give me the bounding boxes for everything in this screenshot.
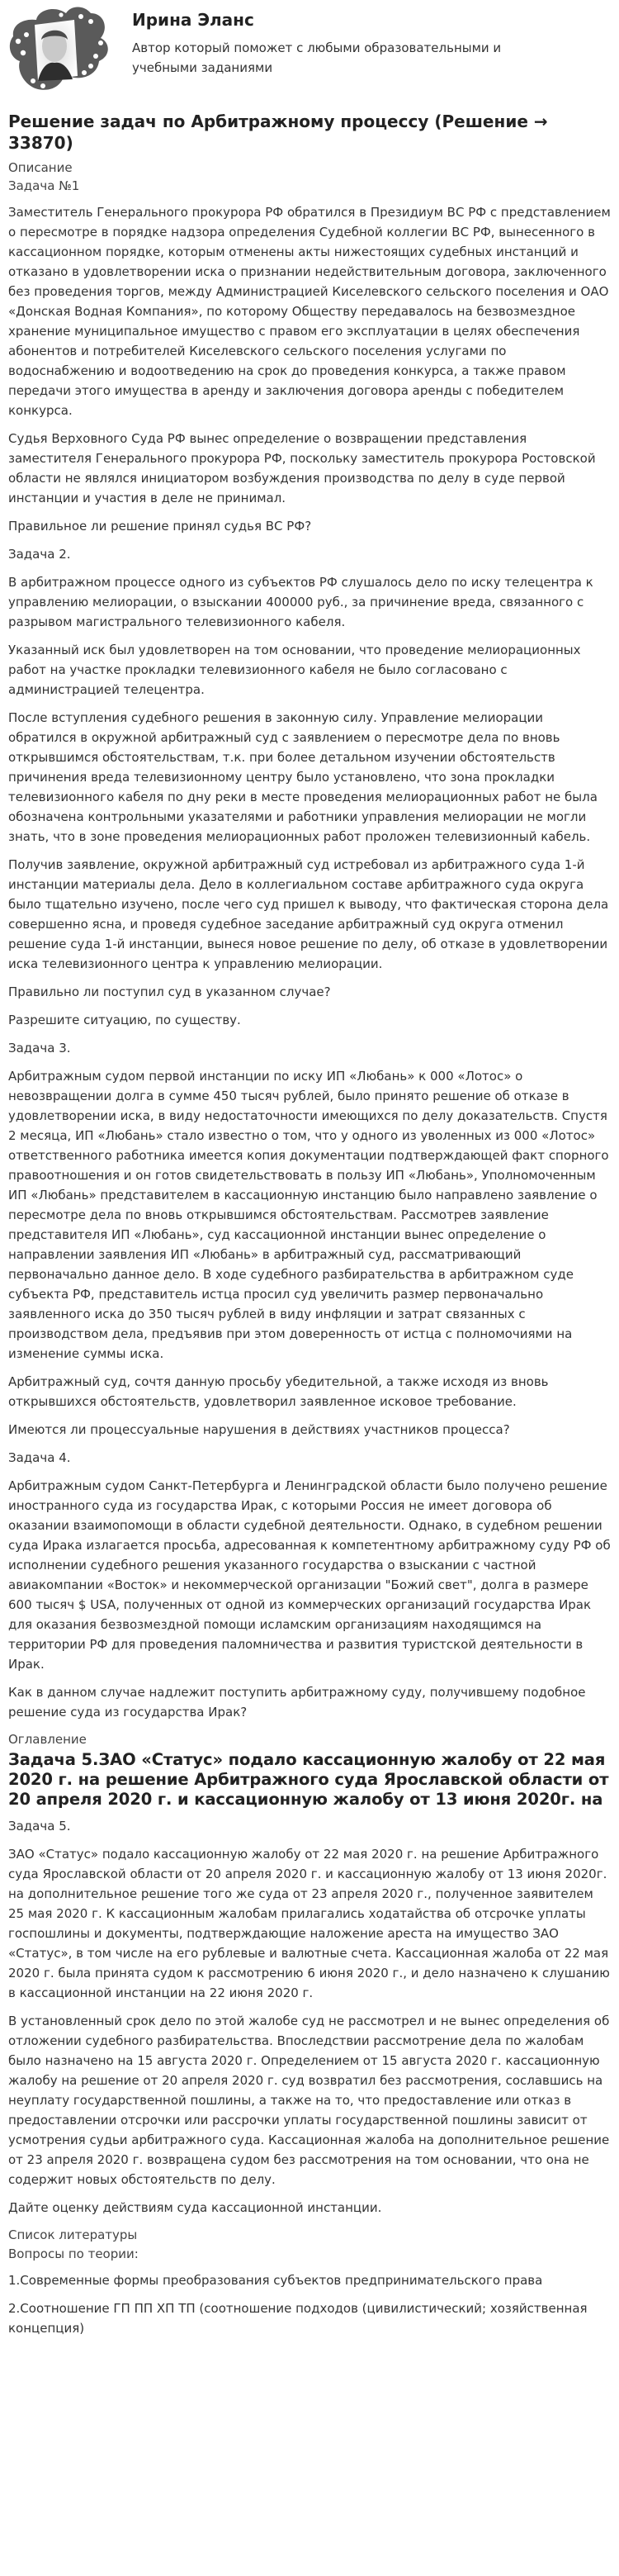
task-1-paragraph: Заместитель Генерального прокурора РФ обратился в Президиум ВС РФ с представлением о пересмотре в порядке надзора определения Судебной коллегии ВС РФ, вынесенного в кассационном порядке, которым отменены акты нижестоящих судебных инстанций и отказано в удовлетворении иска о признании недействительным договора, заключенного без проведения торгов, между Администрацией Киселевского сельского поселения и ОАО «Донская Водная Компания», по которому Обществу передавалось на безвозмездное хранение муниципальное имущество с правом его эксплуатации в целях обеспечения абонентов и потребителей Киселевского сельского поселения услугами по водоснабжению и водоотведению на срок до проведения конкурса, а также правом передачи этого имущества в аренду и заключения договора аренды с победителем конкурса. <box>8 205 611 418</box>
literature-block <box>8 2226 611 2264</box>
author-description: Автор который поможет с любыми образовательными и учебными заданиями <box>132 40 502 75</box>
task-4-question: Как в данном случае надлежит поступить арбитражному суду, получившему подобное решение суда из государства Ирак? <box>8 1685 586 1720</box>
task-5-question: Дайте оценку действиям суда кассационной инстанции. <box>8 2200 382 2215</box>
author-info <box>132 3 545 78</box>
theory-label: Вопросы по теории: <box>8 2246 139 2261</box>
description-label: Описание <box>8 160 73 175</box>
theory-questions <box>8 2270 611 2338</box>
task-2 <box>8 544 611 1030</box>
task-4-paragraph: Арбитражным судом Санкт-Петербурга и Ленинградской области было получено решение иностранного суда из государства Ирак, с которыми Россия не имеет договора об оказании взаимопомощи в области судебной деятельности. Однако, в судебном решении суда Ирака излагается просьба, адресованная к компетентному арбитражному суду РФ об исполнении судебного решения указанного государства о взыскании с частной авиакомпании «Восток» и некоммерческой организации "Божий свет", долга в размере 600 тысяч $ USA, полученных от одной из коммерческих организаций государства Ирак для оказания безвозмездной помощи исламским организациям находящимся на территории РФ для проведения паломничества и развития туристской деятельности в Ирак. <box>8 1478 611 1672</box>
task-5-toc-heading[interactable]: Задача 5.ЗАО «Статус» подало кассационную жалобу от 22 мая 2020 г. на решение Арбитражного суда Ярославской области от 20 апреля 2020 г. и кассационную жалобу от 13 июня 2020г. на <box>8 1750 609 1809</box>
task-5-paragraph: ЗАО «Статус» подало кассационную жалобу от 22 мая 2020 г. на решение Арбитражного суда Ярославской области от 20 апреля 2020 г. и кассационную жалобу от 13 июня 2020г. на дополнительное решение того же суда от 23 апреля 2020 г., полученное заявителем 25 мая 2020 г. К кассационным жалобам прилагались ходатайства об отсрочке уплаты госпошлины и документы, подтверждающие наложение ареста на имущество ЗАО «Статус», в том числе на его рублевые и валютные счета. Кассационная жалоба от 22 мая 2020 г. была принята судом к рассмотрению 6 июня 2020 г., и дело назначено к слушанию в кассационной инстанции на 22 июня 2020 г. <box>8 1847 610 2000</box>
task-1 <box>8 202 611 536</box>
task-4-heading: Задача 4. <box>8 1450 71 1465</box>
theory-question-item: 2.Соотношение ГП ПП ХП ТП (соотношение подходов (цивилистический; хозяйственная концепция) <box>8 2301 588 2336</box>
task-3 <box>8 1038 611 1440</box>
task-2-paragraph: Получив заявление, окружной арбитражный суд истребовал из арбитражного суда 1-й инстанции материалы дела. Дело в коллегиальном составе арбитражного суда округа было тщательно изучено, после чего суд пришел к выводу, что фактическая сторона дела совершенно ясна, и проведя судебное заседание арбитражный суд округа отменил решение суда 1-й инстанции, вынеся новое решение по делу, об отказе в удовлетворении иска телевизионного центра к управлению мелиорации. <box>8 857 609 971</box>
task-3-heading: Задача 3. <box>8 1041 71 1056</box>
task-4 <box>8 1448 611 1722</box>
task-2-paragraph: После вступления судебного решения в законную силу. Управление мелиорации обратился в окружной арбитражный суд с заявлением о пересмотре дела по вновь открывшимся обстоятельствам, т.к. при более детальном изучении обстоятельств причинения вреда телевизионному центру было установлено, что зона прокладки телевизионного кабеля по дну реки в месте проведения мелиорационных работ не была обозначена контрольными указателями и работники управления мелиорации не могли знать, что в зоне проведения мелиорационных работ проложен телевизионный кабель. <box>8 710 598 844</box>
task-2-paragraph: Указанный иск был удовлетворен на том основании, что проведение мелиорационных работ на участке прокладки телевизионного кабеля не было согласовано с администрацией телецентра. <box>8 643 581 697</box>
task-1-question: Правильное ли решение принял судья ВС РФ? <box>8 519 312 534</box>
task-5-paragraph: В установленный срок дело по этой жалобе суд не рассмотрел и не вынес определения об отложении судебного разбирательства. Впоследствии рассмотрение дела по жалобам было назначено на 15 августа 2020 г. Определением от 15 августа 2020 г. кассационную жалобу на решение от 20 апреля 2020 г. суд возвратил без рассмотрения, сославшись на неуплату государственной пошлины, а также на то, что предоставление или отказ в предоставлении отсрочки или рассрочки уплаты государственной пошлины зависит от усмотрения судьи арбитражного суда. Кассационная жалоба на дополнительное решение от 23 апреля 2020 г. возвращена судом без рассмотрения на том основании, что она не содержит новых обстоятельств по делу. <box>8 2014 610 2187</box>
task-2-question: Разрешите ситуацию, по существу. <box>8 1013 241 1027</box>
theory-question-item: 1.Современные формы преобразования субъектов предпринимательского права <box>8 2273 543 2288</box>
task-2-paragraph: В арбитражном процессе одного из субъектов РФ слушалось дело по иску телецентра к управлению мелиорации, о взыскании 400000 руб., за причинение вреда, связанного с разрывом магистрального телевизионного кабеля. <box>8 575 593 629</box>
task-5 <box>8 1816 611 2218</box>
literature-label: Список литературы <box>8 2227 138 2242</box>
author-name[interactable]: Ирина Эланс <box>132 10 254 30</box>
task-1-paragraph: Судья Верховного Суда РФ вынес определение о возвращении представления заместителя Генерального прокурора РФ, поскольку заместитель прокурора Ростовской области не являлся инициатором возбуждения производства по делу в суде первой инстанции и участия в деле не принимал. <box>8 431 596 505</box>
author-card <box>8 0 611 101</box>
task-5-heading: Задача 5. <box>8 1819 71 1834</box>
author-avatar[interactable] <box>5 3 114 93</box>
task-1-heading: Задача №1 <box>8 178 80 193</box>
task-3-paragraph: Арбитражным судом первой инстанции по иску ИП «Любань» к 000 «Лотос» о невозвращении долга в сумме 450 тысяч рублей, было принято решение об отказе в удовлетворении иска, в виду недостаточности имеющихся по делу доказательств. Спустя 2 месяца, ИП «Любань» стало известно о том, что у одного из уволенных из 000 «Лотос» ответственного работника имеется копия документации подтверждающей факт спорного правоотношения и он готов свидетельствовать в пользу ИП «Любань», Уполномоченным ИП «Любань» представителем в кассационную инстанцию было направлено заявление о пересмотре дела по вновь открывшимся обстоятельствам. Рассмотрев заявление представителя ИП «Любань», суд кассационной инстанции вынес определение о направлении заявления ИП «Любань» в арбитражный суд, рассматривающий первоначально данное дело. В ходе судебного разбирательства в арбитражном суде субъекта РФ, представитель истца просил суд увеличить размер первоначально заявленного иска до 350 тысяч рублей в виду инфляции и затрат связанных с производством дела, предъявив при этом доверенность от истца с полномочиями на изменение суммы иска. <box>8 1069 609 1361</box>
task-3-question: Имеются ли процессуальные нарушения в действиях участников процесса? <box>8 1422 510 1437</box>
task-2-heading: Задача 2. <box>8 547 71 562</box>
task-2-question: Правильно ли поступил суд в указанном случае? <box>8 984 331 999</box>
work-title: Решение задач по Арбитражному процессу (Решение → 33870) <box>8 111 548 153</box>
toc-label: Оглавление <box>8 1732 87 1747</box>
task-3-paragraph: Арбитражный суд, сочтя данную просьбу убедительной, а также исходя из вновь открывшихся обстоятельств, удовлетворил заявленное исковое требование. <box>8 1374 549 1409</box>
